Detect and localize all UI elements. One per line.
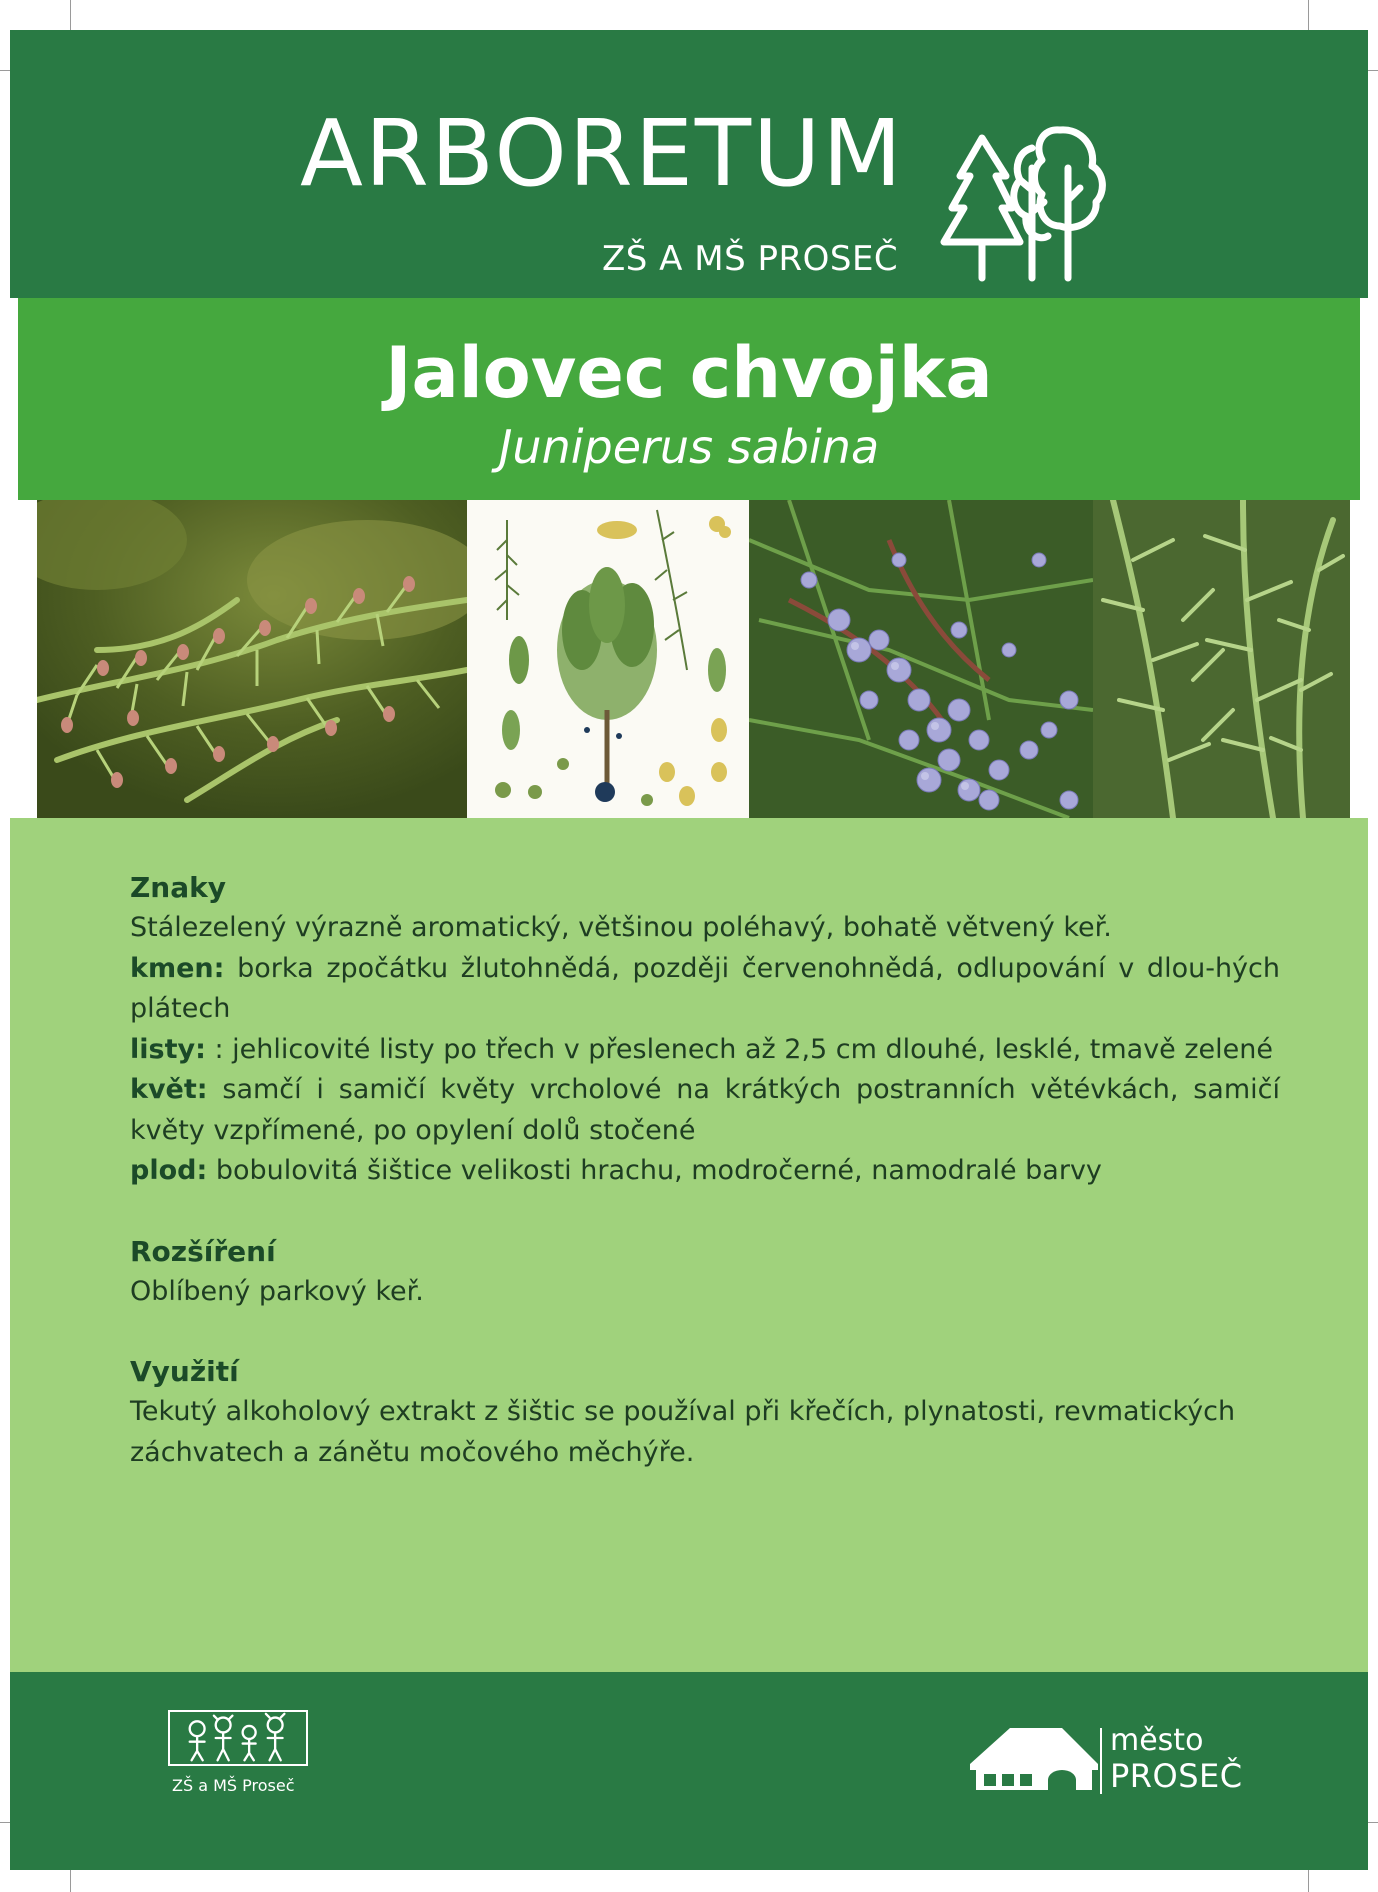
- znaky-kvet: [130, 1070, 1280, 1151]
- content-panel: [10, 818, 1368, 1672]
- listy-text: : jehlicovité listy po třech v přeslenech až 2,5 cm dlouhé, lesklé, tmavě zelené: [205, 1033, 1273, 1065]
- description-text: [130, 868, 1280, 1473]
- town-word-mesto: město: [1110, 1723, 1204, 1758]
- header-banner: [10, 30, 1368, 298]
- foliage-photo: [1093, 500, 1350, 818]
- title-band: [18, 298, 1360, 500]
- house-icon: [970, 1724, 1098, 1790]
- plant-latin-name: Juniperus sabina: [498, 420, 880, 474]
- plod-label: plod:: [130, 1155, 208, 1186]
- town-logo-divider: [1100, 1728, 1102, 1794]
- children-icon: [168, 1710, 308, 1766]
- kvet-label: květ:: [130, 1074, 208, 1105]
- section-heading-rozsireni: Rozšíření: [130, 1234, 276, 1268]
- town-word-prosec: PROSEČ: [1110, 1757, 1243, 1795]
- listy-label: listy:: [130, 1033, 206, 1065]
- znaky-kmen: [130, 949, 1280, 1030]
- berries-photo: [749, 500, 1093, 818]
- botanical-illustration: [467, 500, 749, 818]
- znaky-listy: [130, 1030, 1280, 1071]
- footer-banner: [10, 1672, 1368, 1870]
- plod-text: bobulovitá šištice velikosti hrachu, modročerné, namodralé barvy: [207, 1155, 1102, 1186]
- school-logo: [158, 1710, 308, 1820]
- photo-strip: [37, 500, 1350, 818]
- school-label: ZŠ a MŠ Proseč: [172, 1776, 295, 1795]
- section-heading-vyuziti: Využití: [130, 1355, 239, 1388]
- trees-icon: [940, 108, 1110, 288]
- znaky-intro: Stálezelený výrazně aromatický, většinou poléhavý, bohatě větvený keř.: [130, 912, 1112, 943]
- rozsireni-text: Oblíbený parkový keř.: [130, 1275, 424, 1307]
- vyuziti-text: Tekutý alkoholový extrakt z šištic se používal při křečích, plynatosti, revmatických záchvatech a zánětu močového měchýře.: [130, 1396, 1236, 1468]
- brand-title: ARBORETUM: [300, 100, 904, 207]
- plant-common-name: Jalovec chvojka: [385, 332, 993, 414]
- branch-with-cones-photo: [37, 500, 467, 818]
- kvet-text: samčí i samičí květy vrcholové na krátkých postranních větévkách, samičí květy vzpřímené, po opylení dolů stočené: [130, 1074, 1280, 1146]
- znaky-plod: [130, 1151, 1280, 1192]
- kmen-text: borka zpočátku žlutohnědá, později červenohnědá, odlupování v dlou-hých plátech: [130, 952, 1280, 1024]
- section-heading-znaky: Znaky: [130, 871, 227, 904]
- brand-subtitle: ZŠ A MŠ PROSEČ: [602, 239, 899, 279]
- town-logo: [970, 1716, 1243, 1806]
- kmen-label: kmen:: [130, 952, 225, 984]
